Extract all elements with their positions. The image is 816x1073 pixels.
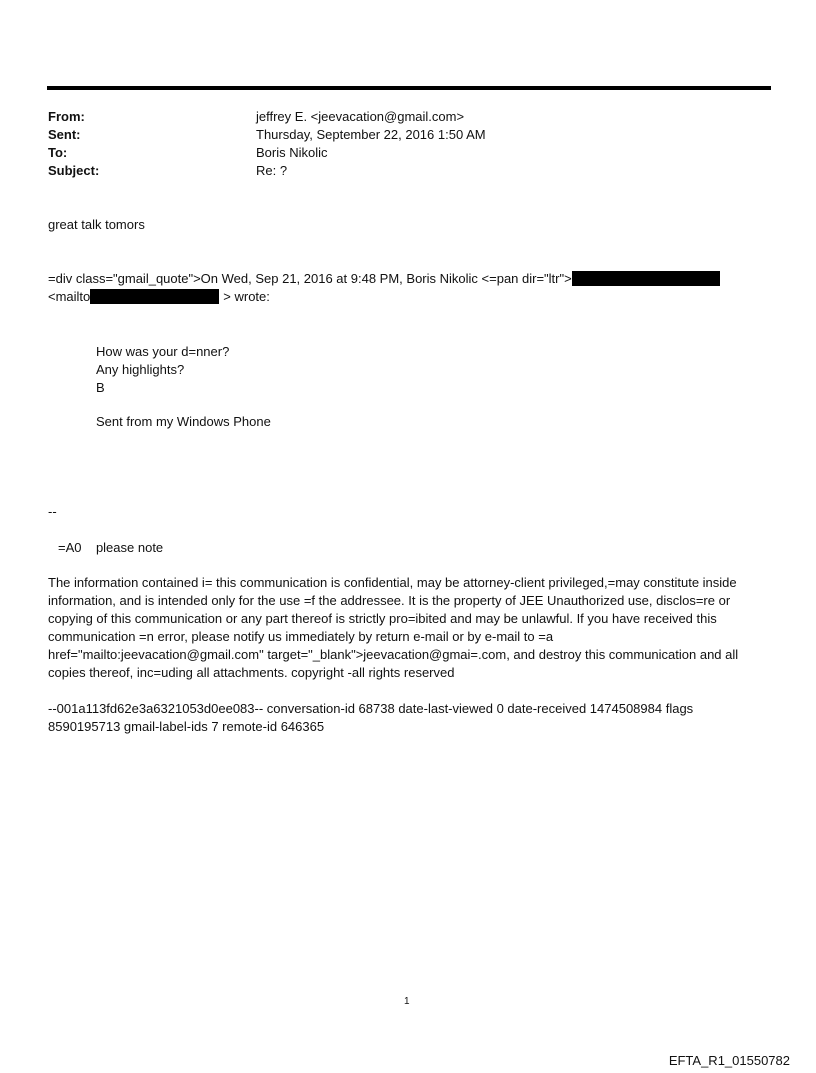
subject-label: Subject: [48, 163, 100, 178]
sent-label: Sent: [48, 127, 81, 142]
quoted-signature: Sent from my Windows Phone [96, 414, 271, 429]
quoted-line-2: Any highlights? [96, 362, 185, 377]
redaction-bar [572, 271, 720, 286]
to-label: To: [48, 145, 68, 160]
from-value: jeffrey E. <jeevacation@gmail.com> [256, 109, 465, 124]
page-number: 1 [404, 996, 410, 1007]
reply-text: great talk tomors [48, 217, 145, 232]
quoted-line-3: B [96, 380, 105, 395]
header-divider [47, 86, 771, 90]
quoted-line-1: How was your d=nner? [96, 344, 230, 359]
document-id: EFTA_R1_01550782 [668, 1053, 790, 1068]
nbsp-note: =A0 please note [58, 540, 164, 555]
mailto-prefix: <mailto [48, 289, 91, 304]
signature-separator: -- [48, 504, 57, 519]
subject-value: Re: ? [256, 163, 288, 178]
quote-header-text: =div class="gmail_quote">On Wed, Sep 21, 2016 at 9:48 PM, Boris Nikolic <=pan dir="ltr"> [48, 271, 572, 286]
quote-header-line2 [48, 288, 270, 306]
sent-value: Thursday, September 22, 2016 1:50 AM [256, 127, 486, 142]
redaction-bar [90, 289, 219, 304]
from-label: From: [48, 109, 85, 124]
metadata-paragraph: --001a113fd62e3a6321053d0ee083-- conversation-id 68738 date-last-viewed 0 date-received 1474508984 flags 8590195713 gmail-label-ids 7 remote-id 646365 [48, 701, 694, 734]
disclaimer-paragraph: The information contained i= this communication is confidential, may be attorney-client privileged,=may constitute inside information, and is intended only for the use =f the addressee. It is the property of JEE Unauthorized use, disclos=re or copying of this communication or any part thereof is strictly pro=ibited and may be unlawful. If you have received this communication =n error, please notify us immediately by return e-mail or by e-mail to =a href="mailto:jeevacation@gmail.com" target="_blank">jeevacation@gmai=.com, and destroy this communication and all copies thereof, inc=uding all attachments. copyright -all rights reserved [48, 575, 739, 680]
wrote-text: > wrote: [223, 289, 270, 304]
quote-header-line1 [48, 270, 720, 288]
to-value: Boris Nikolic [256, 145, 328, 160]
